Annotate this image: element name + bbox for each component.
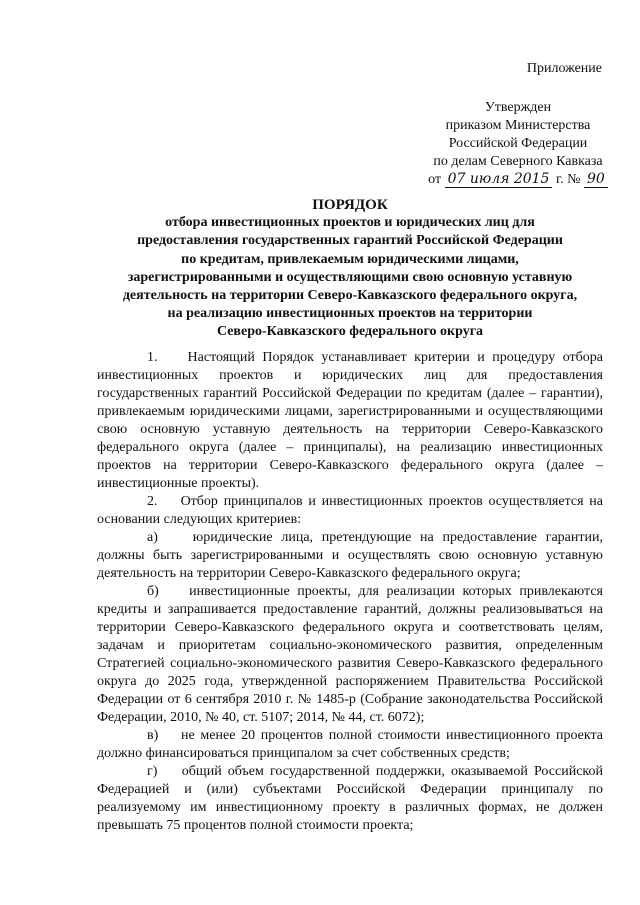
appendix-label: Приложение [526,61,602,76]
document-body [97,349,603,835]
title-line: на реализацию инвестиционных проектов на территории [167,306,533,322]
title-line: по кредитам, привлекаемым юридическими лицами, [181,251,519,267]
handwritten-number: 90 [584,172,608,188]
approved-label: Утвержден [484,100,552,115]
order-line-3: по делам Северного Кавказа [433,154,603,169]
paragraph-1: 1. Настоящий Порядок устанавливает критерии и процедуру отбора инвестиционных проектов и юридических лиц для предоставления государственных гарантий Российской Федерации по кредитам (далее – гарантии), привлекаемым юридическими лицами, зарегистрированными и осуществляющими свою основную уставную деятельность на территории Северо-Кавказского федерального округа (далее – принципалы), на реализацию инвестиционных проектов на территории Северо-Кавказского федерального округа (далее – инвестиционные проекты). [97,350,603,491]
title-heading: ПОРЯДОК [312,197,388,213]
order-line-2: Российской Федерации [448,136,588,151]
order-date-line [418,171,618,189]
date-suffix: г. № [555,172,581,187]
title-line: Северо-Кавказского федерального округа [216,324,484,340]
paragraph-2: 2. Отбор принципалов и инвестиционных проектов осуществляется на основании следующих критериев: [97,494,603,527]
criterion-v: в) не менее 20 процентов полной стоимости инвестиционного проекта должно финансироваться принципалом за счет собственных средств; [97,728,603,761]
order-line-1: приказом Министерства [445,118,591,133]
title-line: деятельность на территории Северо-Кавказского федерального округа, [122,288,578,304]
approval-block [418,60,618,189]
criterion-b: б) инвестиционные проекты, для реализации которых привлекаются кредиты и запрашивается предоставление гарантий, должны реализовываться на территории Северо-Кавказского федерального округа и соответствовать целям, задачам и приоритетам социально-экономического развития, определенным Стратегией социально-экономического развития Северо-Кавказского федерального округа до 2025 года, утвержденной распоряжением Правительства Российской Федерации от 6 сентября 2010 г. № 1485-р (Собрание законодательства Российской Федерации, 2010, № 40, ст. 5107; 2014, № 44, ст. 6072); [97,584,603,725]
title-line: отбора инвестиционных проектов и юридических лиц для [165,215,535,231]
handwritten-date: 07 июля 2015 [445,172,553,188]
title-line: зарегистрированными и осуществляющими свою основную уставную [127,269,573,285]
criterion-g: г) общий объем государственной поддержки, оказываемой Российской Федерацией и (или) субъектами Российской Федерации принципалу по реализуемому им инвестиционному проекту в различных формах, не должен превышать 75 процентов полной стоимости проекта; [97,764,603,833]
document-title [95,196,605,342]
title-line: предоставления государственных гарантий Российской Федерации [137,233,563,249]
date-prefix: от [428,172,442,187]
criterion-a: а) юридические лица, претендующие на предоставление гарантии, должны быть зарегистрированными и осуществлять свою основную уставную деятельность на территории Северо-Кавказского федерального округа; [97,530,603,581]
